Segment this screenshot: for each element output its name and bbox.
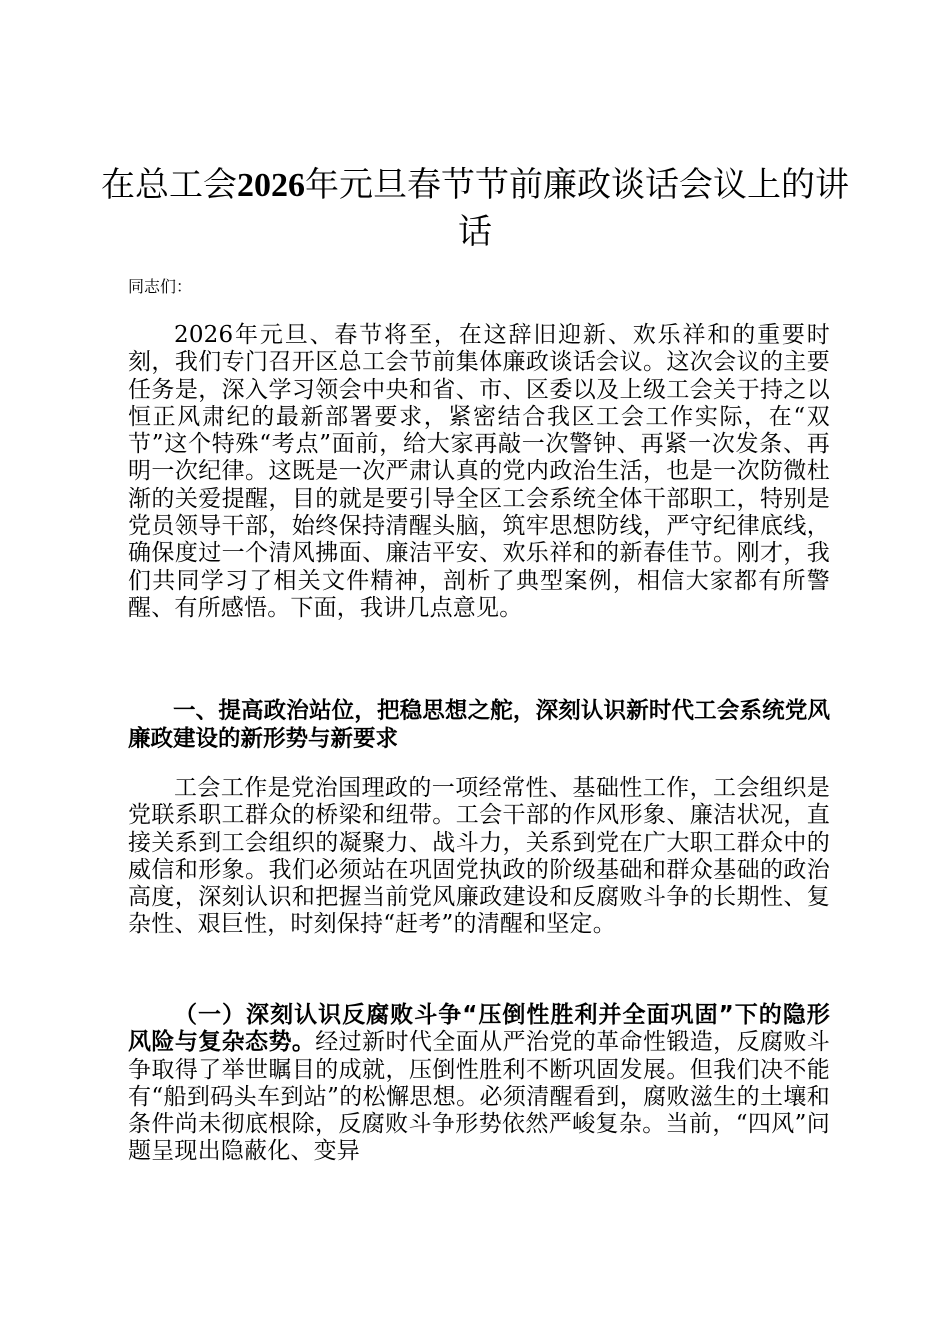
subsection-1-text: 经过新时代全面从严治党的革命性锻造，反腐败斗争取得了举世瞩目的成就，压倒性胜利不断巩固发展。但我们决不能有“船到码头车到站”的松懈思想。必须清醒看到，腐败滋生的土壤和条件尚未彻底根除，反腐败斗争形势依然严峻复杂。当前，“四风”问题呈现出隐蔽化、变异 (128, 1029, 830, 1165)
document-title (100, 162, 850, 255)
paragraph-intro: 2026年元旦、春节将至，在这辞旧迎新、欢乐祥和的重要时刻，我们专门召开区总工会节前集体廉政谈话会议。这次会议的主要任务是，深入学习领会中央和省、市、区委以及上级工会关于持之以恒正风肃纪的最新部署要求，紧密结合我区工会工作实际，在“双节”这个特殊“考点”面前，给大家再敲一次警钟、再紧一次发条、再明一次纪律。这既是一次严肃认真的党内政治生活，也是一次防微杜渐的关爱提醒，目的就是要引导全区工会系统全体干部职工，特别是党员领导干部，始终保持清醒头脑，筑牢思想防线，严守纪律底线，确保度过一个清风拂面、廉洁平安、欢乐祥和的新春佳节。刚才，我们共同学习了相关文件精神，剖析了典型案例，相信大家都有所警醒、有所感悟。下面，我讲几点意见。 (128, 322, 830, 621)
title-prefix: 在总工会 (101, 165, 237, 205)
paragraph-section-1: 工会工作是党治国理政的一项经常性、基础性工作，工会组织是党联系职工群众的桥梁和纽带。工会干部的作风形象、廉洁状况，直接关系到工会组织的凝聚力、战斗力，关系到党在广大职工群众中的威信和形象。我们必须站在巩固党执政的阶级基础和群众基础的政治高度，深刻认识和把握当前党风廉政建设和反腐败斗争的长期性、复杂性、艰巨性，时刻保持“赶考”的清醒和坚定。 (128, 775, 830, 938)
subsection-heading-1: （一）深刻认识反腐败斗争“压倒性胜利并全面巩固”下的隐形风险与复杂态势。 (128, 1002, 830, 1056)
greeting: 同志们： (128, 277, 193, 296)
title-year: 2026 (237, 167, 305, 204)
paragraph-subsection-1 (128, 1002, 830, 1166)
section-heading-1: 一、提高政治站位，把稳思想之舵，深刻认识新时代工会系统党风廉政建设的新形势与新要求 (128, 698, 830, 752)
title-suffix: 年元旦春节节前廉政谈话会议上的讲话 (305, 165, 849, 252)
